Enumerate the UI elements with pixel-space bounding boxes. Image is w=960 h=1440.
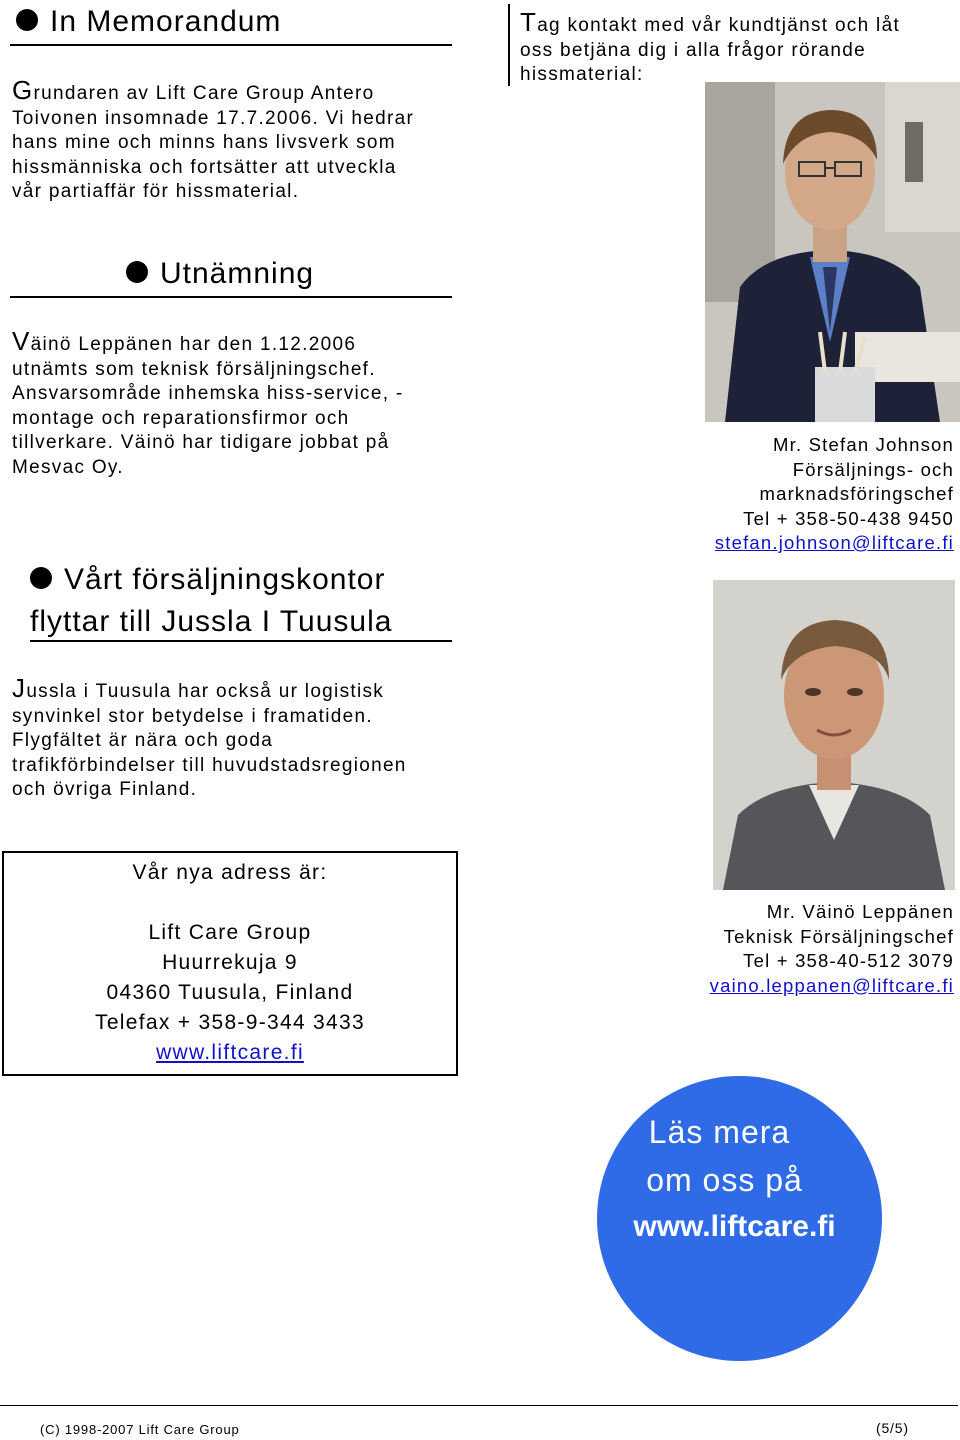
contact-phone: Tel + 358-40-512 3079: [743, 950, 954, 971]
office-title: Vårt försäljningskontor: [64, 563, 386, 596]
dropcap: J: [12, 673, 27, 703]
address-company: Lift Care Group: [148, 921, 312, 944]
appointment-title: Utnämning: [160, 257, 315, 290]
footer-rule: [0, 1405, 958, 1406]
email-link-stefan[interactable]: stefan.johnson@liftcare.fi: [714, 532, 954, 553]
address-street: Huurrekuja 9: [162, 951, 298, 974]
appointment-rule: [10, 296, 452, 298]
bullet-icon: [126, 261, 148, 283]
dropcap: T: [520, 7, 538, 37]
dropcap: G: [12, 75, 34, 105]
website-link[interactable]: www.liftcare.fi: [156, 1041, 304, 1064]
portrait-icon: [705, 82, 960, 422]
promo-circle[interactable]: [597, 1076, 882, 1361]
dropcap: V: [12, 326, 31, 356]
memorandum-heading: [16, 4, 281, 40]
office-rule: [30, 640, 452, 642]
contact-phone: Tel + 358-50-438 9450: [743, 507, 954, 529]
appointment-heading: [126, 256, 314, 292]
office-heading: [30, 562, 470, 640]
office-text: Jussla i Tuusula har också ur logistisk synvinkel stor betydelse i framatiden. Flygfältet är nära och goda trafikförbindelser till huvudstadsregionen och övriga Finland.: [12, 673, 407, 800]
contact-vaino-leppanen: [654, 900, 954, 998]
address-heading: Vår nya adress är:: [132, 861, 328, 884]
email-link-vaino[interactable]: vaino.leppanen@liftcare.fi: [709, 974, 954, 996]
footer-copyright: (C) 1998-2007 Lift Care Group: [40, 1422, 240, 1437]
office-title: flyttar till Jussla I Tuusula: [30, 605, 393, 638]
address-telefax: Telefax + 358-9-344 3433: [95, 1011, 365, 1034]
memorandum-text: Grundaren av Lift Care Group Antero Toivonen insomnade 17.7.2006. Vi hedrar hans mine och minns hans livsverk som hissmänniska och fortsätter att utveckla vår partiaffär för hissmaterial.: [12, 75, 415, 202]
intro-divider: [508, 4, 510, 86]
promo-line: om oss på: [646, 1162, 803, 1198]
bullet-icon: [30, 567, 52, 589]
contact-name: Mr. Stefan Johnson: [773, 434, 954, 455]
memorandum-title: In Memorandum: [50, 5, 282, 38]
contact-title: marknadsföringschef: [759, 483, 954, 504]
bullet-icon: [16, 9, 38, 31]
contact-title: Teknisk Försäljningschef: [723, 925, 954, 947]
memorandum-rule: [10, 44, 452, 46]
contact-intro: Tag kontakt med vår kundtjänst och låt oss betjäna dig i alla frågor rörande hissmaterial:: [520, 7, 901, 85]
photo-vaino-leppanen: [713, 580, 955, 890]
photo-stefan-johnson: [705, 82, 960, 422]
promo-url: www.liftcare.fi: [633, 1210, 836, 1243]
promo-line: Läs mera: [648, 1114, 791, 1150]
footer-page-number: (5/5): [876, 1420, 909, 1436]
contact-stefan-johnson: [654, 433, 954, 556]
contact-name: Mr. Väinö Leppänen: [766, 901, 954, 922]
address-city: 04360 Tuusula, Finland: [106, 981, 354, 1004]
address-box: [2, 851, 458, 1076]
contact-title: Försäljnings- och: [792, 458, 954, 480]
appointment-text: Väinö Leppänen har den 1.12.2006 utnämts som teknisk försäljningschef. Ansvarsområde inhemska hiss-service, - montage och reparationsfirmor och tillverkare. Väinö har tidigare jobbat på Mesvac Oy.: [12, 326, 404, 478]
portrait-icon: [713, 580, 955, 890]
